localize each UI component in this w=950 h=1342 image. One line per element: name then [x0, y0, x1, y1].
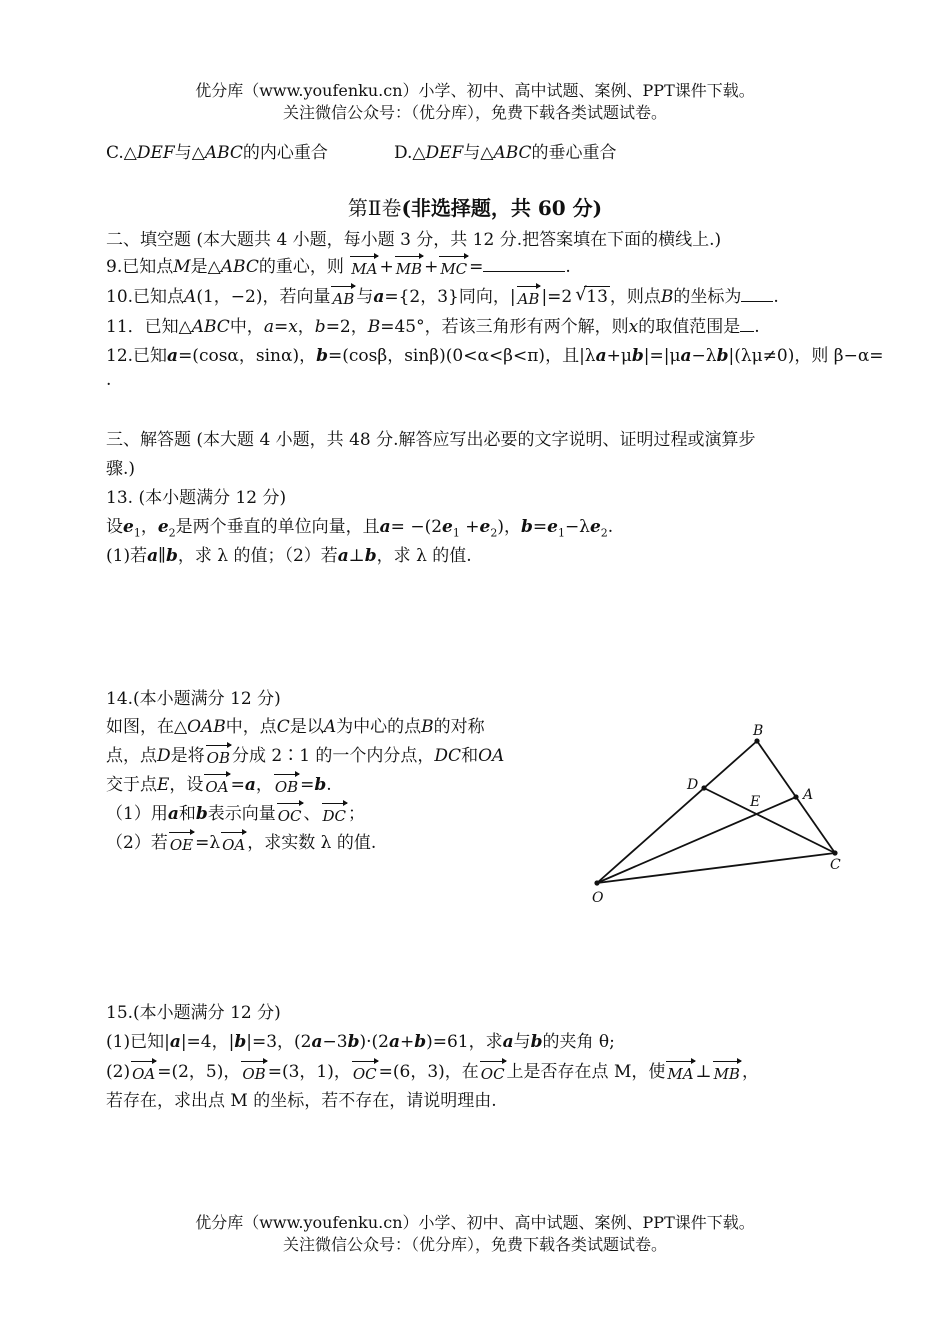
point-c: [832, 850, 837, 855]
part-title: 第Ⅱ卷(非选择题，共 60 分): [347, 196, 603, 220]
question-14-head: 14.(本小题满分 12 分): [106, 689, 281, 709]
point-o: [594, 880, 599, 885]
question-13-head: 13. (本小题满分 12 分): [106, 488, 287, 508]
question-10: 10.已知点A(1，−2)，若向量 AB 与a={2，3}同向，| AB |=2√ 13 ，则点B的坐标为 .: [106, 282, 779, 307]
point-b: [754, 738, 759, 743]
triangle-figure: [580, 715, 860, 910]
question-15-line-2: (2) OA =(2，5)， OB =(3，1)， OC =(6，3)，在 OC 上是否存在点 M，使 MA ⊥ MB ，: [106, 1062, 759, 1083]
vector-ma: MA: [351, 260, 378, 278]
header-line-1: 优分库（www.youfenku.cn）小学、初中、高中试题、案例、PPT课件下载。: [195, 81, 755, 100]
point-a: [793, 794, 798, 799]
label-b: B: [753, 723, 764, 739]
label-c: C: [830, 857, 841, 873]
header-line-2: 关注微信公众号：（优分库），免费下载各类试题试卷。: [282, 103, 667, 122]
question-13-line-1: 设$e_1$，$e_2$是两个垂直的单位向量，且$a= -(2e_1 +e_2)$，$b=e_1-\lambda e_2$.: [106, 517, 614, 540]
answer-blank: [483, 257, 565, 272]
question-12: 12.已知a=(cosα，sinα)，b=(cosβ，sinβ)(0<α<β<π)，且|λa+μb|=|μa−λb|(λμ≠0)，则 β−α=: [106, 346, 884, 366]
question-15-line-1: (1)已知|a|=4，|b|=3，(2a−3b)·(2a+b)=61，求a与b的夹角 θ;: [106, 1032, 615, 1052]
question-11: 11．已知△ABC中，a=x，b=2，B=45°，若该三角形有两个解，则x的取值范围是 .: [106, 317, 760, 337]
question-14-line-4: （1）用a和b表示向量 OC 、 DC ；: [106, 804, 366, 825]
label-d: D: [687, 777, 699, 793]
option-c: C.△DEF与△ABC的内心重合: [106, 143, 328, 163]
question-14-line-3: 交于点E，设 OA =a， OB =b.: [106, 775, 332, 796]
label-a: A: [803, 787, 814, 803]
label-o: O: [592, 890, 604, 906]
line-ob: [597, 741, 757, 883]
question-15-line-3: 若存在，求出点 M 的坐标，若不存在，请说明理由.: [106, 1091, 497, 1111]
point-d: [701, 785, 706, 790]
answer-blank: [740, 317, 754, 332]
question-14-line-2: 点，点D是将 OB 分成 2∶1 的一个内分点，DC和OA: [106, 746, 505, 767]
question-14-line-1: 如图，在△OAB中，点C是以A为中心的点B的对称: [106, 717, 485, 737]
vector-mc: MC: [440, 260, 468, 278]
footer-line-2: 关注微信公众号：（优分库），免费下载各类试题试卷。: [282, 1235, 667, 1254]
vector-mb: MB: [395, 260, 423, 278]
option-d: D.△DEF与△ABC的垂心重合: [394, 143, 617, 163]
label-e: E: [750, 794, 761, 810]
section-3-heading-cont: 骤.): [106, 459, 136, 479]
question-15-head: 15.(本小题满分 12 分): [106, 1003, 281, 1023]
answer-blank: [741, 287, 773, 302]
section-2-heading: 二、填空题 (本大题共 4 小题，每小题 3 分，共 12 分.把答案填在下面的横线上.): [106, 230, 722, 250]
question-9: 9.已知点M是△ABC的重心，则 MA + MB + MC = .: [106, 257, 571, 278]
section-3-heading: 三、解答题 (本大题 4 小题，共 48 分.解答应写出必要的文字说明、证明过程或演算步: [106, 430, 756, 450]
question-14-line-5: （2）若 OE =λ OA ，求实数 λ 的值.: [106, 833, 377, 854]
line-dc: [704, 788, 835, 853]
question-12-end: .: [106, 370, 112, 390]
footer-line-1: 优分库（www.youfenku.cn）小学、初中、高中试题、案例、PPT课件下载。: [195, 1213, 755, 1232]
question-13-line-2: (1)若a∥b，求 λ 的值；（2）若a⊥b，求 λ 的值.: [106, 546, 472, 566]
